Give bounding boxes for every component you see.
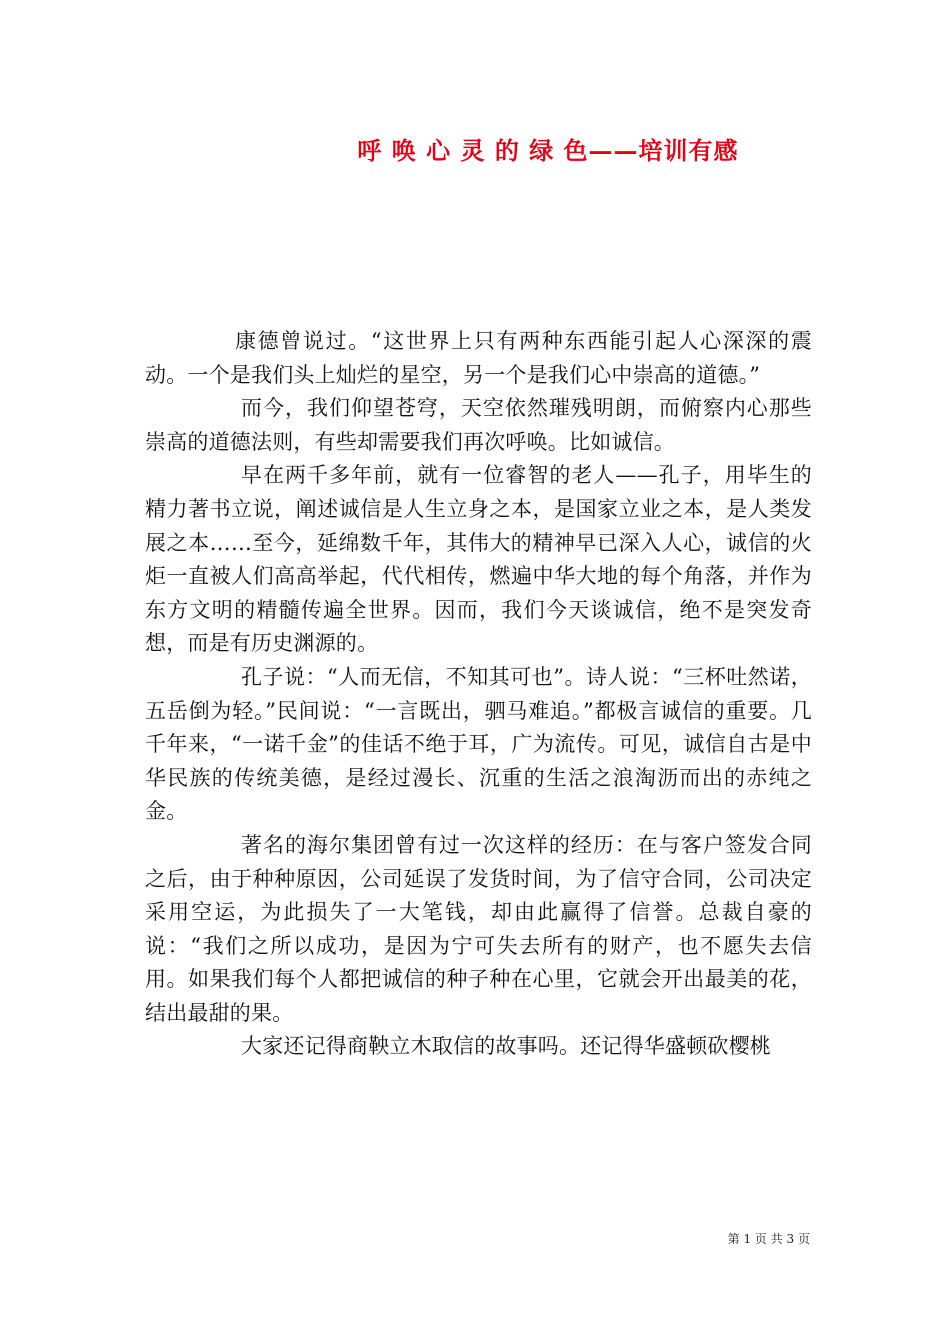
paragraph-confucius-history: 早在两千多年前，就有一位睿智的老人——孔子，用毕生的精力著书立说，阐述诚信是人生立身之本，是国家立业之本，是人类发展之本……至今，延绵数千年，其伟大的精神早已深入人心，诚信的火炬一直被人们高高举起，代代相传，燃遍中华大地的每个角落，并作为东方文明的精髓传遍全世界。因而，我们今天谈诚信，绝不是突发奇想，而是有历史渊源的。 — [145, 463, 812, 656]
paragraph-haier-story: 著名的海尔集团曾有过一次这样的经历：在与客户签发合同之后，由于种种原因，公司延误了发货时间，为了信守合同，公司决定采用空运，为此损失了一大笔钱，却由此赢得了信誉。总裁自豪的说：“我们之所以成功，是因为宁可失去所有的财产，也不愿失去信用。如果我们每个人都把诚信的种子种在心里，它就会开出最美的花，结出最甜的果。 — [145, 832, 812, 1025]
paragraph-sayings: 孔子说：“人而无信，不知其可也”。诗人说：“三杯吐然诺，五岳倒为轻。”民间说：“一言既出，驷马难追。”都极言诚信的重要。几千年来，“一诺千金”的佳话不绝于耳，广为流传。可见，诚信自古是中华民族的传统美德，是经过漫长、沉重的生活之浪淘沥而出的赤纯之金。 — [145, 664, 812, 824]
document-title: 呼 唤 心 灵 的 绿 色——培训有感 — [357, 136, 739, 165]
paragraph-looking-at-sky: 而今，我们仰望苍穹，天空依然璀残明朗，而俯察内心那些崇高的道德法则，有些却需要我们再次呼唤。比如诚信。 — [145, 396, 812, 454]
document-body — [145, 325, 812, 1064]
paragraph-shang-yang: 大家还记得商鞅立木取信的故事吗。还记得华盛顿砍樱桃 — [241, 1034, 771, 1059]
page-number-footer: 第 1 页 共 3 页 — [727, 1232, 810, 1246]
paragraph-kant-quote: 康德曾说过。“这世界上只有两种东西能引起人心深深的震动。一个是我们头上灿烂的星空，另一个是我们心中崇高的道德。” — [145, 329, 812, 387]
